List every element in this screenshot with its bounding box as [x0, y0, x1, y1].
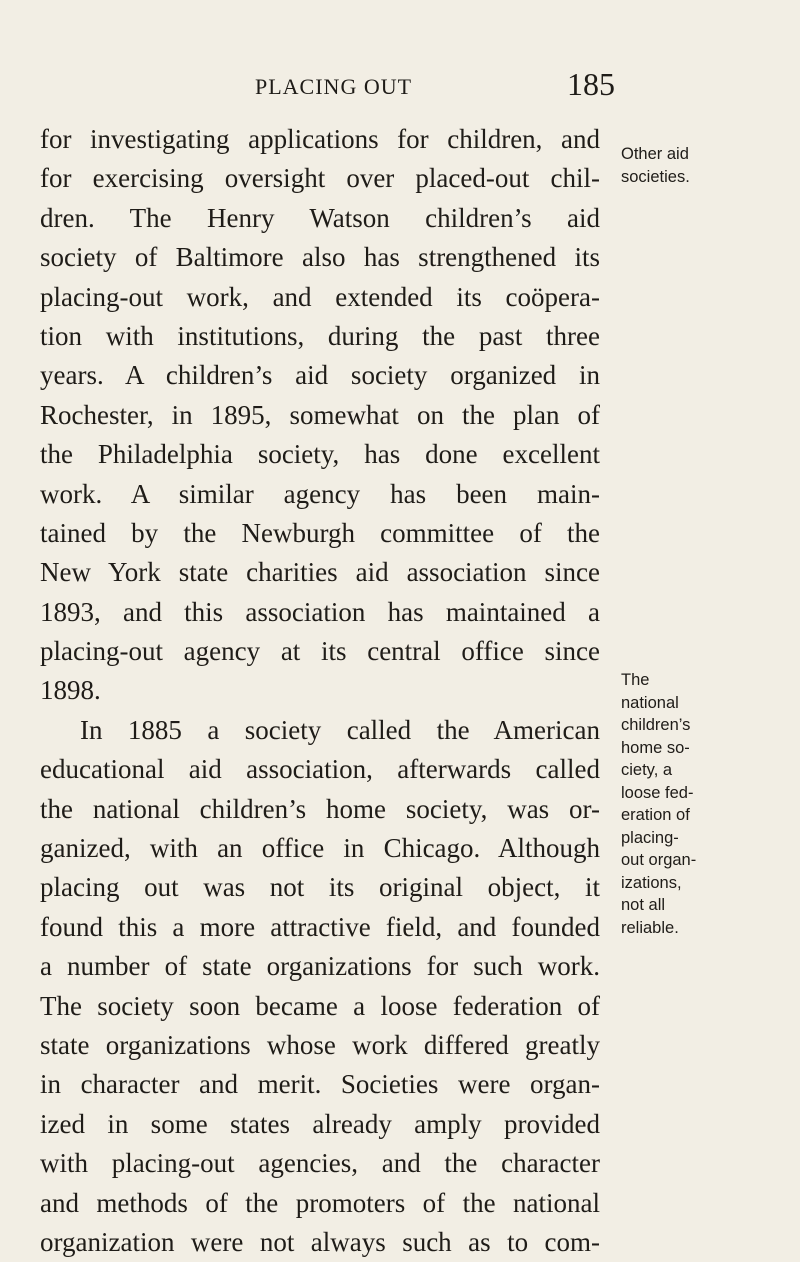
- text-line: for investigating applications for children, and: [40, 124, 600, 154]
- margin-note-line: children’s: [621, 716, 691, 734]
- text-line: placing out was not its original object, it: [40, 872, 600, 903]
- margin-note-line: national: [621, 693, 679, 712]
- text-line: New York state charities aid association since: [40, 557, 600, 588]
- margin-note-other-aid-societies: [621, 143, 791, 188]
- text-line: state organizations whose work differed greatly: [40, 1029, 600, 1060]
- running-head-title: PLACING OUT: [255, 74, 413, 99]
- margin-note-line: Other aid: [621, 145, 689, 163]
- text-line: tained by the Newburgh committee of the: [40, 517, 600, 548]
- text-line: The society soon became a loose federation of: [40, 990, 600, 1021]
- margin-note-line: out organ-: [621, 851, 697, 869]
- text-line: with placing-out agencies, and the character: [40, 1148, 600, 1179]
- text-line: Rochester, in 1895, somewhat on the plan of: [40, 399, 600, 430]
- margin-note-line: loose fed-: [621, 783, 694, 802]
- text-line: years. A children’s aid society organized in: [40, 360, 600, 391]
- text-line: organization were not always such as to com-: [40, 1226, 600, 1257]
- text-line: placing-out work, and extended its coöpera-: [40, 281, 600, 312]
- text-line: the Philadelphia society, has done excellent: [40, 439, 600, 470]
- margin-note-line: eration of: [621, 806, 690, 824]
- text-line: dren. The Henry Watson children’s aid: [40, 202, 600, 233]
- text-line: and methods of the promoters of the national: [40, 1187, 600, 1218]
- text-line: placing-out agency at its central office since: [40, 636, 600, 667]
- page-number: 185: [567, 66, 615, 102]
- text-line: society of Baltimore also has strengthened its: [40, 242, 600, 273]
- margin-note-line: not all: [621, 896, 666, 914]
- text-line: In 1885 a society called the American: [80, 714, 600, 745]
- margin-note-line: izations,: [621, 873, 682, 892]
- text-line: 1898.: [40, 675, 101, 706]
- margin-note-line: reliable.: [621, 918, 679, 937]
- text-line: work. A similar agency has been main-: [40, 478, 600, 509]
- text-line: the national children’s home society, was or-: [40, 793, 600, 824]
- margin-note-line: The: [621, 671, 650, 689]
- text-line: ized in some states already amply provided: [40, 1108, 600, 1139]
- text-line: a number of state organizations for such work.: [40, 951, 600, 982]
- margin-note-line: home so-: [621, 738, 690, 757]
- text-line: tion with institutions, during the past three: [40, 320, 600, 351]
- margin-note-line: societies.: [621, 167, 690, 186]
- margin-note-line: ciety, a: [621, 761, 673, 779]
- text-line: in character and merit. Societies were organ-: [40, 1069, 600, 1100]
- text-line: for exercising oversight over placed-out chil-: [40, 163, 600, 194]
- margin-note-line: placing-: [621, 828, 679, 847]
- text-line: found this a more attractive field, and founded: [40, 911, 600, 942]
- body-text: [40, 120, 600, 1262]
- margin-note-national-home-society: [621, 669, 791, 939]
- running-header: [255, 66, 615, 106]
- text-line: ganized, with an office in Chicago. Although: [40, 833, 600, 864]
- text-line: 1893, and this association has maintained a: [40, 596, 600, 627]
- text-line: educational aid association, afterwards called: [40, 754, 600, 785]
